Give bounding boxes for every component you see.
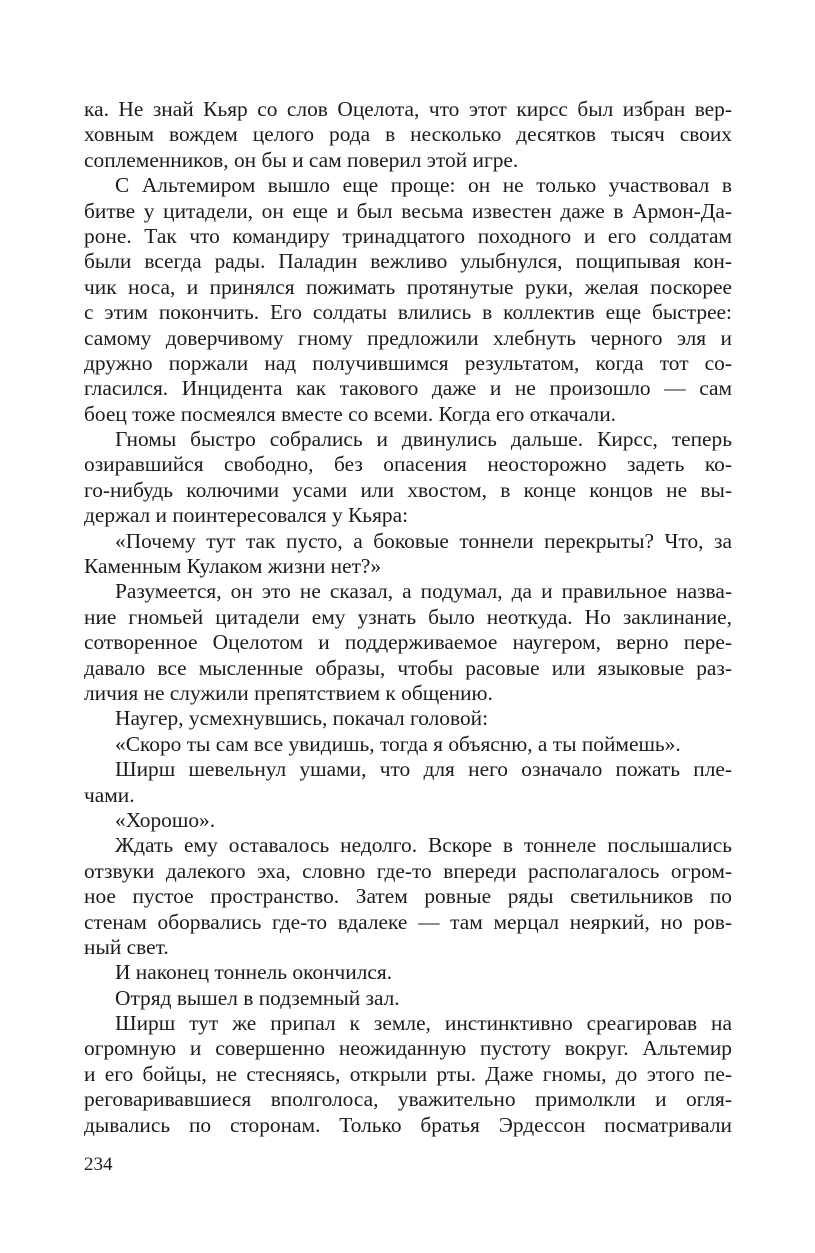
text-line: Каменным Кулаком жизни нет?»: [84, 554, 382, 579]
text-line: «Почему тут так пусто, а боковые тоннели перекрыты? Что, за: [115, 528, 732, 553]
text-line: Ждать ему оставалось недолго. Вскоре в тоннеле послышались: [115, 833, 732, 858]
text-line: соплеменников, он бы и сам поверил этой игре.: [84, 147, 519, 172]
text-line: ние гномьей цитадели ему узнать было неоткуда. Но заклинание,: [84, 604, 732, 629]
text-line: огромную и совершенно неожиданную пустоту вокруг. Альтемир: [84, 1036, 732, 1061]
text-line: личия не служили препятствием к общению.: [84, 680, 493, 705]
text-line: го-нибудь колючими усами или хвостом, в конце концов не вы-: [84, 477, 732, 502]
text-line: реговаривавшиеся вполголоса, уважительно примолкли и огля-: [84, 1087, 732, 1112]
text-line: битве у цитадели, он еще и был весьма известен даже в Армон-Да-: [84, 198, 732, 223]
text-line: дружно поржали над получившимся результатом, когда тот со-: [84, 350, 732, 375]
text-line: давало все мысленные образы, чтобы расовые или языковые раз-: [84, 655, 732, 680]
text-line: Отряд вышел в подземный зал.: [115, 985, 400, 1010]
page-body-text: [84, 97, 732, 1138]
text-line: сотворенное Оцелотом и поддерживаемое наугером, верно пере-: [84, 630, 732, 655]
text-line: чик носа, и принялся пожимать протянутые руки, желая поскорее: [84, 274, 732, 299]
text-line: Разумеется, он это не сказал, а подумал, да и правильное назва-: [115, 579, 732, 604]
text-line: Ширш шевельнул ушами, что для него означало пожать пле-: [115, 757, 732, 782]
text-line: дывались по сторонам. Только братья Эрдессон посматривали: [84, 1112, 732, 1137]
text-line: самому доверчивому гному предложили хлебнуть черного эля и: [84, 325, 732, 350]
text-line: И наконец тоннель окончился.: [115, 960, 393, 985]
text-line: были всегда рады. Паладин вежливо улыбнулся, пощипывая кон-: [84, 249, 732, 274]
text-line: С Альтемиром вышло еще проще: он не только участвовал в: [115, 173, 732, 198]
text-line: гласился. Инцидента как такового даже и не произошло — сам: [84, 376, 732, 401]
text-line: отзвуки далекого эха, словно где-то впереди располагалось огром-: [84, 858, 732, 883]
text-line: Гномы быстро собрались и двинулись дальше. Кирсс, теперь: [115, 427, 732, 452]
text-line: роне. Так что командиру тринадцатого походного и его солдатам: [84, 223, 732, 248]
text-line: Ширш тут же припал к земле, инстинктивно среагировав на: [115, 1011, 732, 1036]
text-line: чами.: [84, 782, 135, 807]
text-line: боец тоже посмеялся вместе со всеми. Когда его откачали.: [84, 401, 616, 426]
text-line: Наугер, усмехнувшись, покачал головой:: [115, 706, 489, 731]
page-number: 234: [84, 1154, 113, 1175]
text-line: «Хорошо».: [115, 807, 216, 832]
text-line: ка. Не знай Кьяр со слов Оцелота, что этот кирсс был избран вер-: [84, 97, 732, 121]
text-line: ховным вождем целого рода в несколько десятков тысяч своих: [84, 122, 732, 147]
text-line: держал и поинтересовался у Кьяра:: [84, 503, 409, 528]
text-line: ное пустое пространство. Затем ровные ряды светильников по: [84, 884, 732, 909]
text-line: озиравшийся свободно, без опасения неосторожно задеть ко-: [84, 452, 732, 477]
text-line: и его бойцы, не стесняясь, открыли рты. Даже гномы, до этого пе-: [84, 1061, 732, 1086]
text-line: ный свет.: [84, 934, 169, 959]
text-line: «Скоро ты сам все увидишь, тогда я объясню, а ты поймешь».: [115, 731, 681, 756]
text-line: с этим покончить. Его солдаты влились в коллектив еще быстрее:: [84, 300, 732, 325]
text-line: стенам оборвались где-то вдалеке — там мерцал неяркий, но ров-: [84, 909, 732, 934]
